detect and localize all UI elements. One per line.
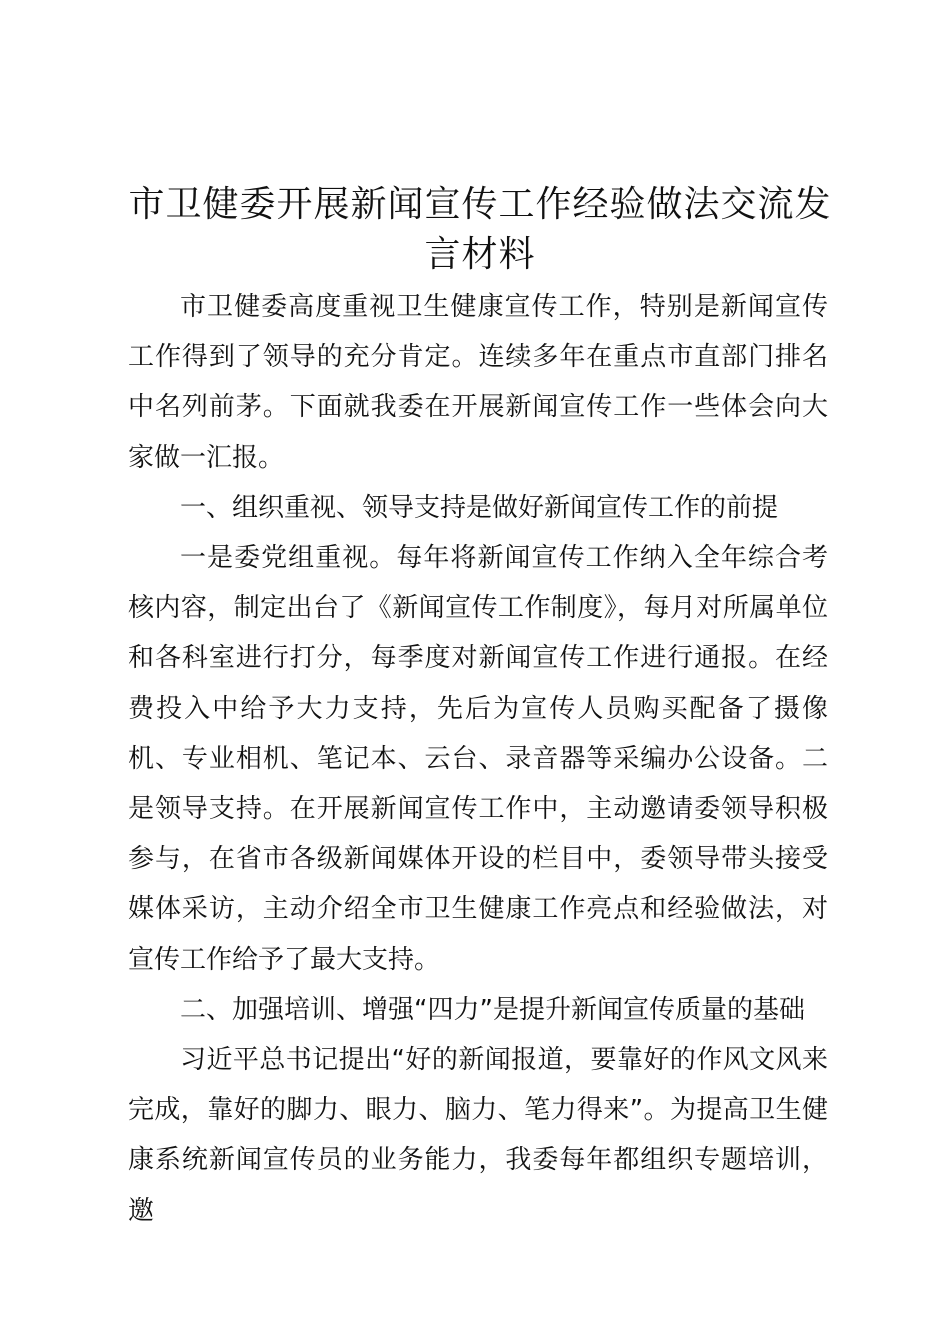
section-heading-1: 一、组织重视、领导支持是做好新闻宣传工作的前提 xyxy=(180,492,779,523)
section-heading-2: 二、加强培训、增强“四力”是提升新闻宣传质量的基础 xyxy=(180,994,805,1025)
section-2-paragraph: 习近平总书记提出“好的新闻报道，要靠好的作风文风来完成，靠好的脚力、眼力、脑力、笔力得来”。为提高卫生健康系统新闻宣传员的业务能力，我委每年都组织专题培训，邀 xyxy=(128,1045,828,1226)
document-body xyxy=(128,282,828,1236)
intro-paragraph: 市卫健委高度重视卫生健康宣传工作，特别是新闻宣传工作得到了领导的充分肯定。连续多年在重点市直部门排名中名列前茅。下面就我委在开展新闻宣传工作一些体会向大家做一汇报。 xyxy=(128,292,828,473)
document-title: 市卫健委开展新闻宣传工作经验做法交流发言材料 xyxy=(128,184,832,275)
section-1-paragraph: 一是委党组重视。每年将新闻宣传工作纳入全年综合考核内容，制定出台了《新闻宣传工作制度》，每月对所属单位和各科室进行打分，每季度对新闻宣传工作进行通报。在经费投入中给予大力支持，先后为宣传人员购买配备了摄像机、专业相机、笔记本、云台、录音器等采编办公设备。二是领导支持。在开展新闻宣传工作中，主动邀请委领导积极参与，在省市各级新闻媒体开设的栏目中，委领导带头接受媒体采访，主动介绍全市卫生健康工作亮点和经验做法，对宣传工作给予了最大支持。 xyxy=(128,543,828,975)
